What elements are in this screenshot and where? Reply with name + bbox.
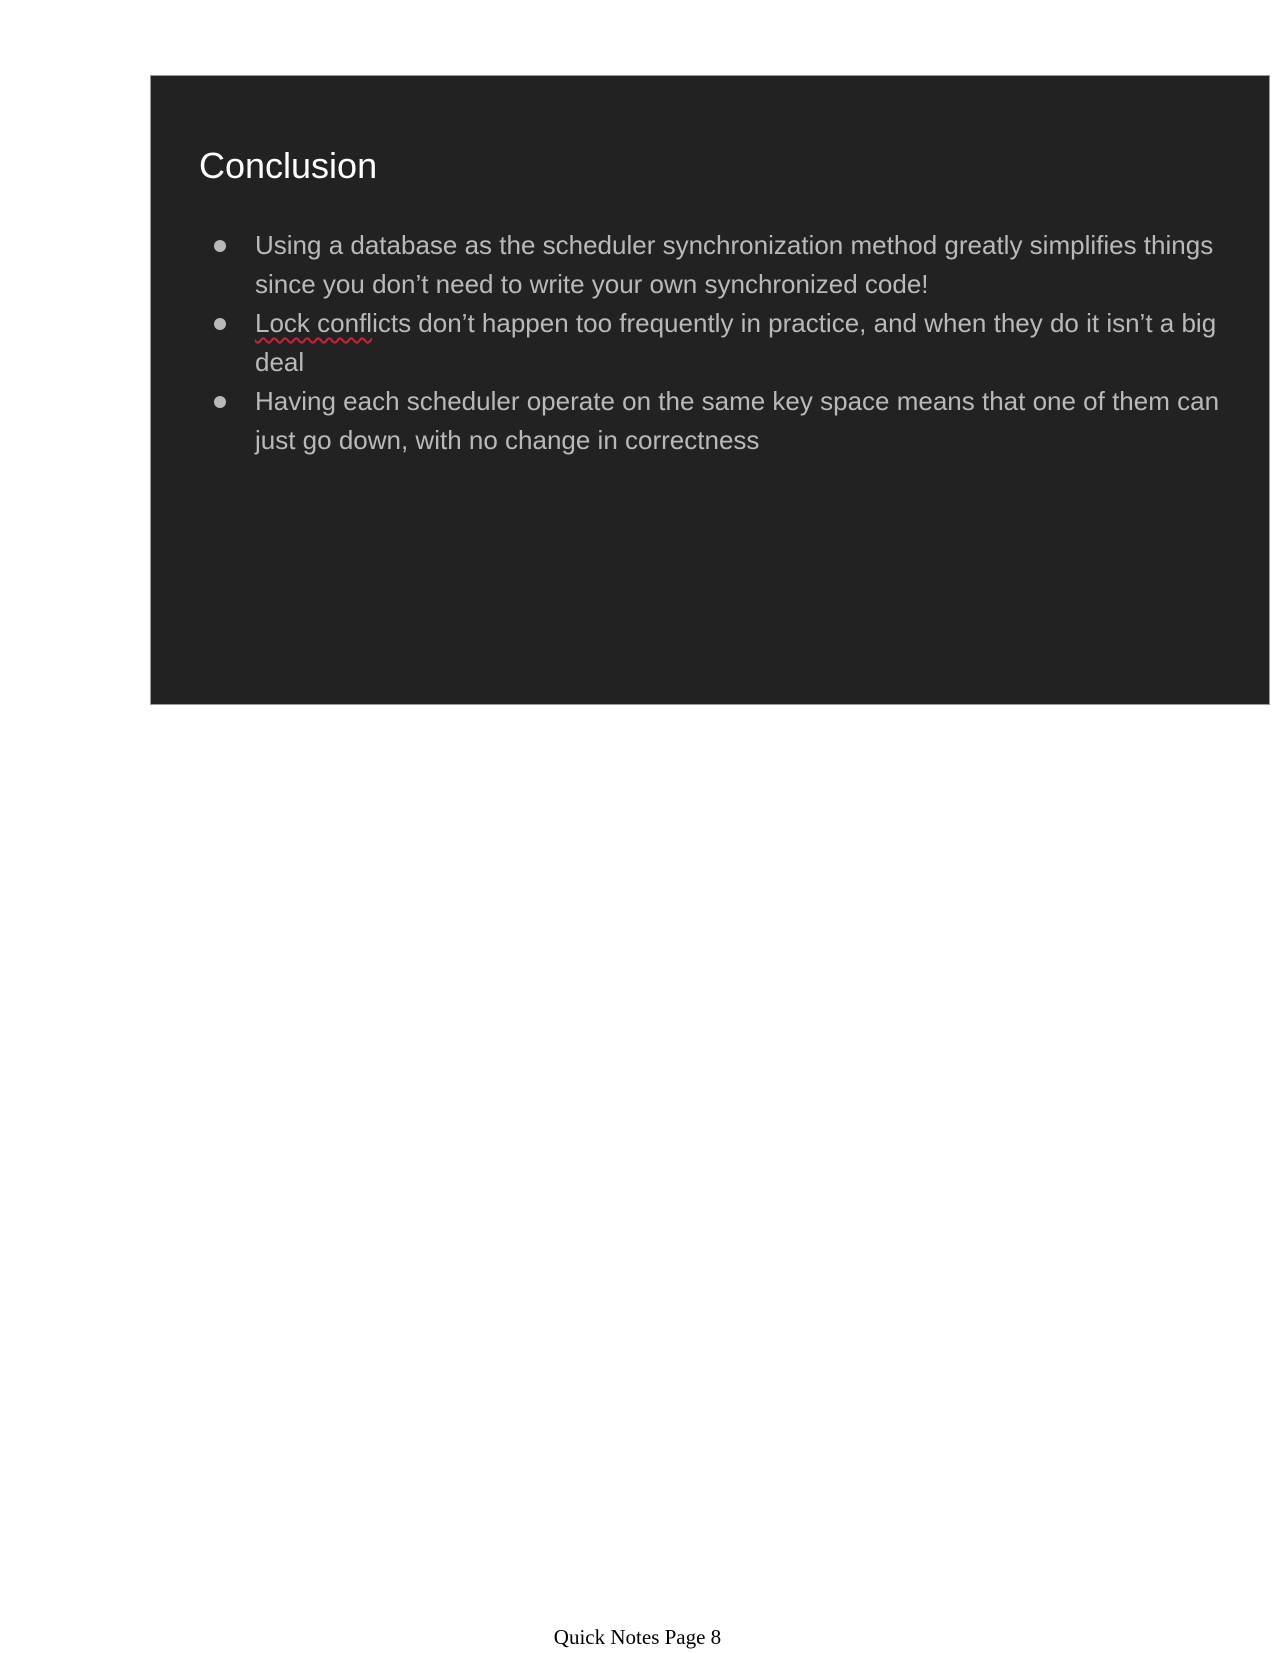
page-footer: Quick Notes Page 8 bbox=[553, 1625, 722, 1649]
bullet-text: Having each scheduler operate on the same key space means that one of them can just go down, with no change in correctness bbox=[255, 386, 1220, 455]
bullet-dot-icon bbox=[214, 396, 226, 408]
bullet-text: icts don’t happen too frequently in practice, and when they do it isn’t a big deal bbox=[255, 308, 1217, 377]
bullet-text: Using a database as the scheduler synchronization method greatly simplifies things since you don’t need to write your own synchronized code! bbox=[255, 230, 1214, 299]
bullet-item bbox=[199, 304, 1239, 382]
bullet-item bbox=[199, 226, 1239, 304]
spellcheck-flagged-text[interactable]: Lock confl bbox=[255, 308, 373, 338]
bullet-list bbox=[199, 226, 1239, 460]
slide bbox=[150, 75, 1270, 705]
bullet-dot-icon bbox=[214, 240, 226, 252]
slide-title: Conclusion bbox=[199, 145, 378, 186]
bullet-dot-icon bbox=[214, 318, 226, 330]
bullet-item bbox=[199, 382, 1239, 460]
